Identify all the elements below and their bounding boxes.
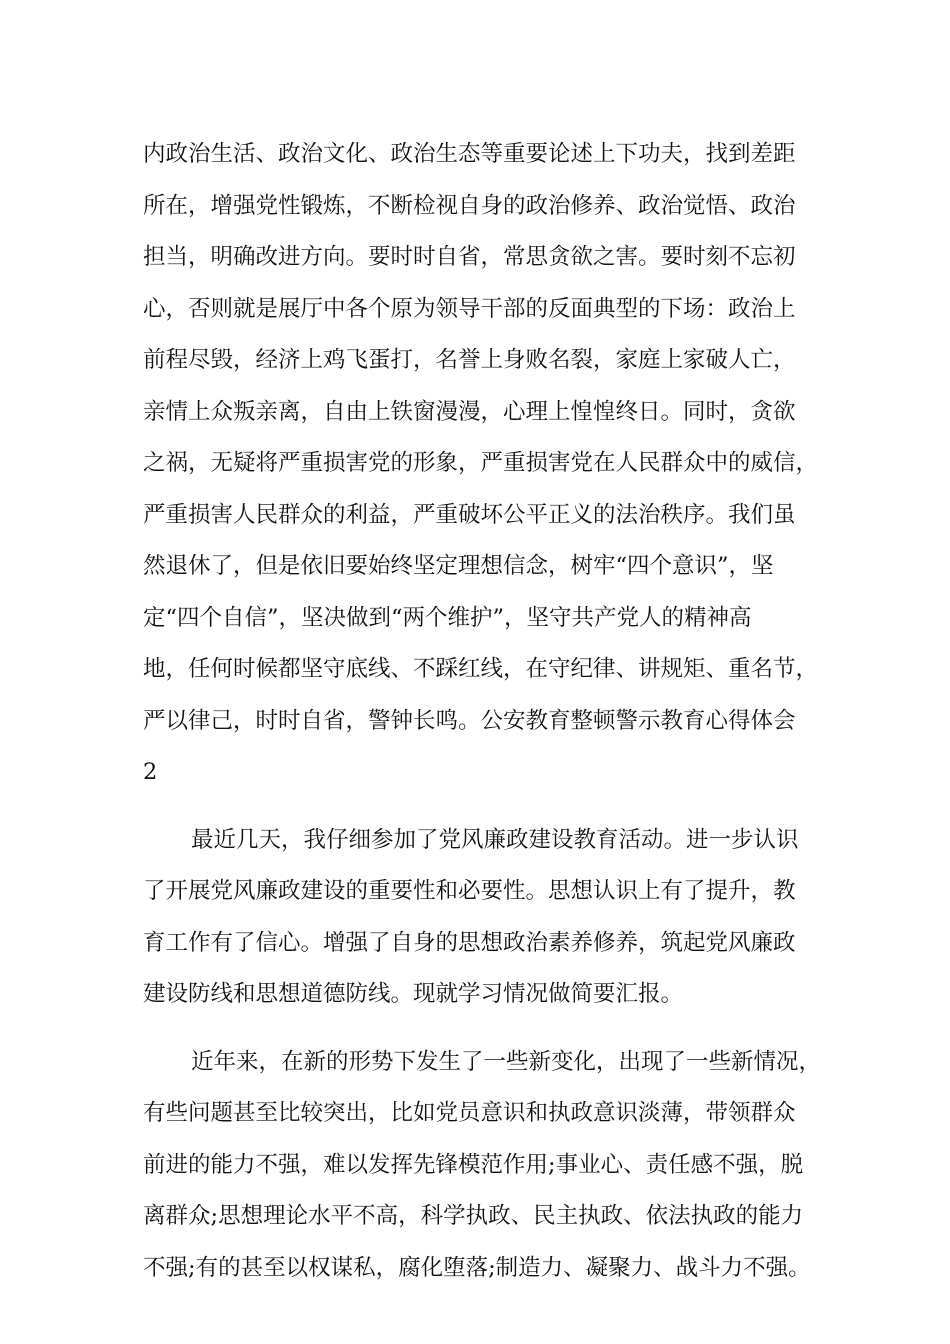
- text-line: 所在，增强党性锻炼，不断检视自身的政治修养、政治觉悟、政治: [143, 192, 796, 219]
- paragraph-start-line: 最近几天，我仔细参加了党风廉政建设教育活动。进一步认识: [191, 826, 799, 853]
- text-line: 心，否则就是展厅中各个原为领导干部的反面典型的下场：政治上: [143, 295, 796, 322]
- text-line: 建设防线和思想道德防线。现就学习情况做简要汇报。: [143, 981, 684, 1007]
- paragraph-start-line: 近年来，在新的形势下发生了一些新变化，出现了一些新情况，: [191, 1048, 822, 1075]
- text-line: 内政治生活、政治文化、政治生态等重要论述上下功夫，找到差距: [143, 141, 796, 167]
- text-line: 亲情上众叛亲离，自由上铁窗漫漫，心理上惶惶终日。同时，贪欲: [143, 398, 796, 425]
- paragraph-gap: [0, 1021, 950, 1037]
- text-line: 严重损害人民群众的利益，严重破坏公平正义的法治秩序。我们虽: [143, 501, 796, 528]
- text-line: 定“四个自信”，坚决做到“两个维护”，坚守共产党人的精神高: [143, 604, 752, 631]
- text-line: 之祸，无疑将严重损害党的形象，严重损害党在人民群众中的威信，: [143, 450, 819, 476]
- section-number: 2: [143, 759, 158, 785]
- text-line: 离群众;思想理论水平不高，科学执政、民主执政、依法执政的能力: [143, 1203, 804, 1229]
- text-line: 了开展党风廉政建设的重要性和必要性。思想认识上有了提升，教: [143, 878, 796, 904]
- text-line: 有些问题甚至比较突出，比如党员意识和执政意识淡薄，带领群众: [143, 1100, 796, 1126]
- text-line: 地，任何时候都坚守底线、不踩红线，在守纪律、讲规矩、重名节，: [143, 656, 819, 682]
- text-line: 然退休了，但是依旧要始终坚定理想信念，树牢“四个意识”，坚: [143, 553, 774, 579]
- text-line: 前程尽毁，经济上鸡飞蛋打，名誉上身败名裂，家庭上家破人亡，: [143, 347, 796, 373]
- text-line: 不强;有的甚至以权谋私，腐化堕落;制造力、凝聚力、战斗力不强。: [143, 1254, 811, 1281]
- text-line: 育工作有了信心。增强了自身的思想政治素养修养，筑起党风廉政: [143, 929, 796, 956]
- text-line: 严以律己，时时自省，警钟长鸣。公安教育整顿警示教育心得体会: [143, 707, 796, 734]
- text-line: 前进的能力不强，难以发挥先锋模范作用;事业心、责任感不强，脱: [143, 1151, 804, 1178]
- text-line: 担当，明确改进方向。要时时自省，常思贪欲之害。要时刻不忘初: [143, 244, 796, 270]
- paragraph-gap: [0, 799, 950, 815]
